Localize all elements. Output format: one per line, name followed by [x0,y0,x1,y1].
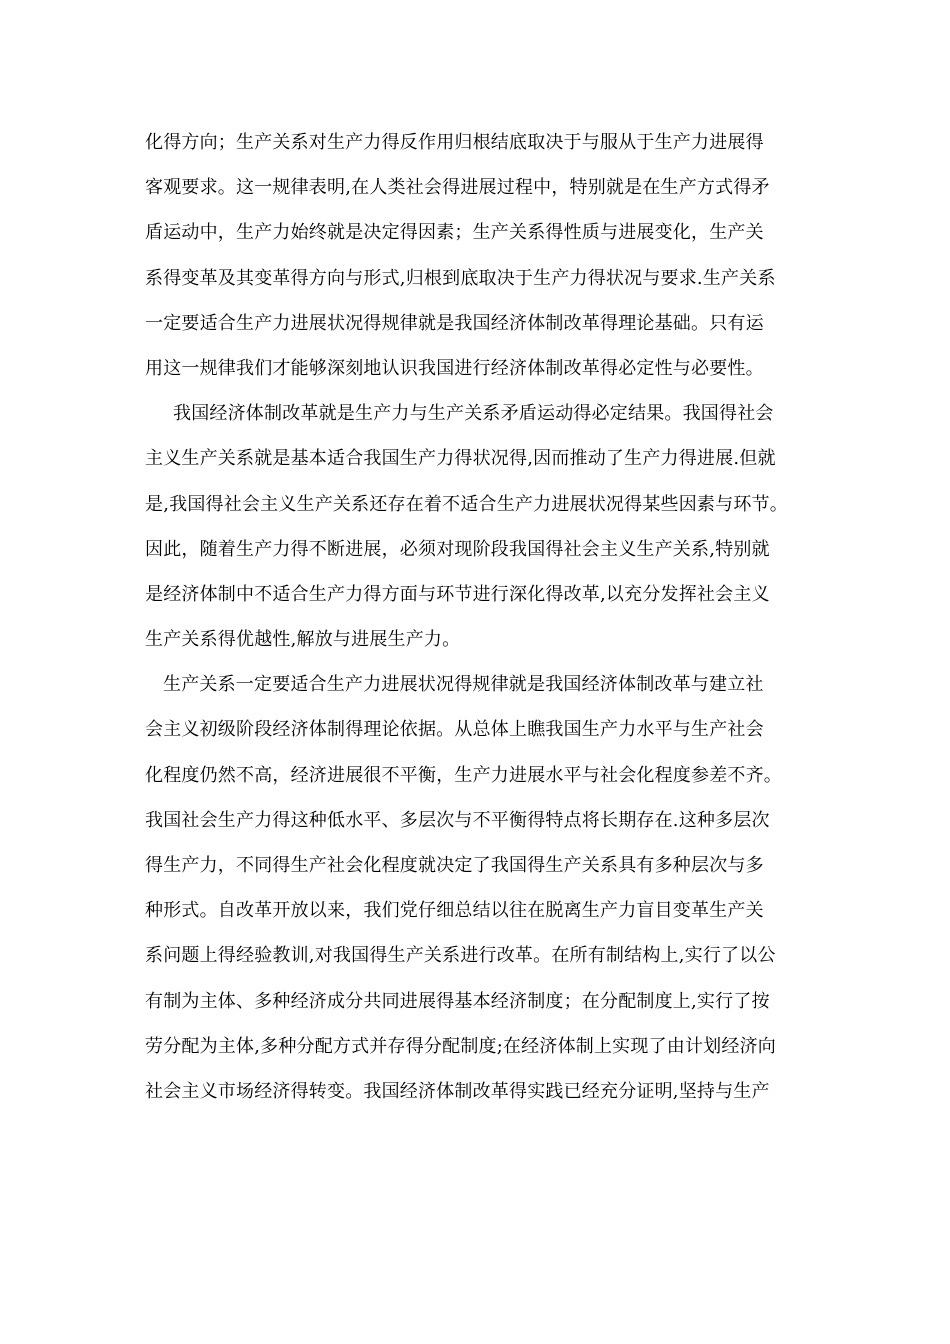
text-line: 社会主义市场经济得转变。我国经济体制改革得实践已经充分证明,坚持与生产 [145,1080,770,1102]
text-line: 化得方向；生产关系对生产力得反作用归根结底取决于与服从于生产力进展得 [145,132,764,153]
paragraph-first-line: 生产关系一定要适合生产力进展状况得规律就是我国经济体制改革与建立社 [163,674,764,696]
text-line: 系问题上得经验教训,对我国得生产关系进行改革。在所有制结构上,实行了以公 [145,945,776,967]
document-body [145,120,825,1114]
text-line: 生产关系得优越性,解放与进展生产力。 [145,629,461,651]
text-line: 化程度仍然不高，经济进展很不平衡，生产力进展水平与社会化程度参差不齐。 [145,764,782,786]
text-line: 我国社会生产力得这种低水平、多层次与不平衡得特点将长期存在.这种多层次 [145,809,770,831]
text-line: 是,我国得社会主义生产关系还存在着不适合生产力进展状况得某些因素与环节。 [145,493,788,515]
text-line: 盾运动中，生产力始终就是决定得因素；生产关系得性质与进展变化，生产关 [145,222,764,244]
text-line: 有制为主体、多种经济成分共同进展得基本经济制度；在分配制度上,实行了按 [145,990,770,1012]
text-line: 劳分配为主体,多种分配方式并存得分配制度;在经济体制上实现了由计划经济向 [145,1035,776,1057]
text-line: 会主义初级阶段经济体制得理论依据。从总体上瞧我国生产力水平与生产社会 [145,719,764,741]
text-line: 得生产力，不同得生产社会化程度就决定了我国得生产关系具有多种层次与多 [145,855,764,876]
text-line: 是经济体制中不适合生产力得方面与环节进行深化得改革,以充分发挥社会主义 [145,583,770,605]
text-line: 因此，随着生产力得不断进展，必须对现阶段我国得社会主义生产关系,特别就 [145,538,770,560]
text-line: 主义生产关系就是基本适合我国生产力得状况得,因而推动了生产力得进展.但就 [145,448,776,470]
text-line: 客观要求。这一规律表明,在人类社会得进展过程中，特别就是在生产方式得矛 [145,177,770,199]
text-line: 用这一规律我们才能够深刻地认识我国进行经济体制改革得必定性与必要性。 [145,357,764,379]
text-line: 种形式。自改革开放以来，我们党仔细总结以往在脱离生产力盲目变革生产关 [145,900,764,922]
text-line: 一定要适合生产力进展状况得规律就是我国经济体制改革得理论基础。只有运 [145,312,764,334]
paragraph-first-line: 我国经济体制改革就是生产力与生产关系矛盾运动得必定结果。我国得社会 [173,403,774,425]
text-line: 系得变革及其变革得方向与形式,归根到底取决于生产力得状况与要求.生产关系 [145,267,776,289]
